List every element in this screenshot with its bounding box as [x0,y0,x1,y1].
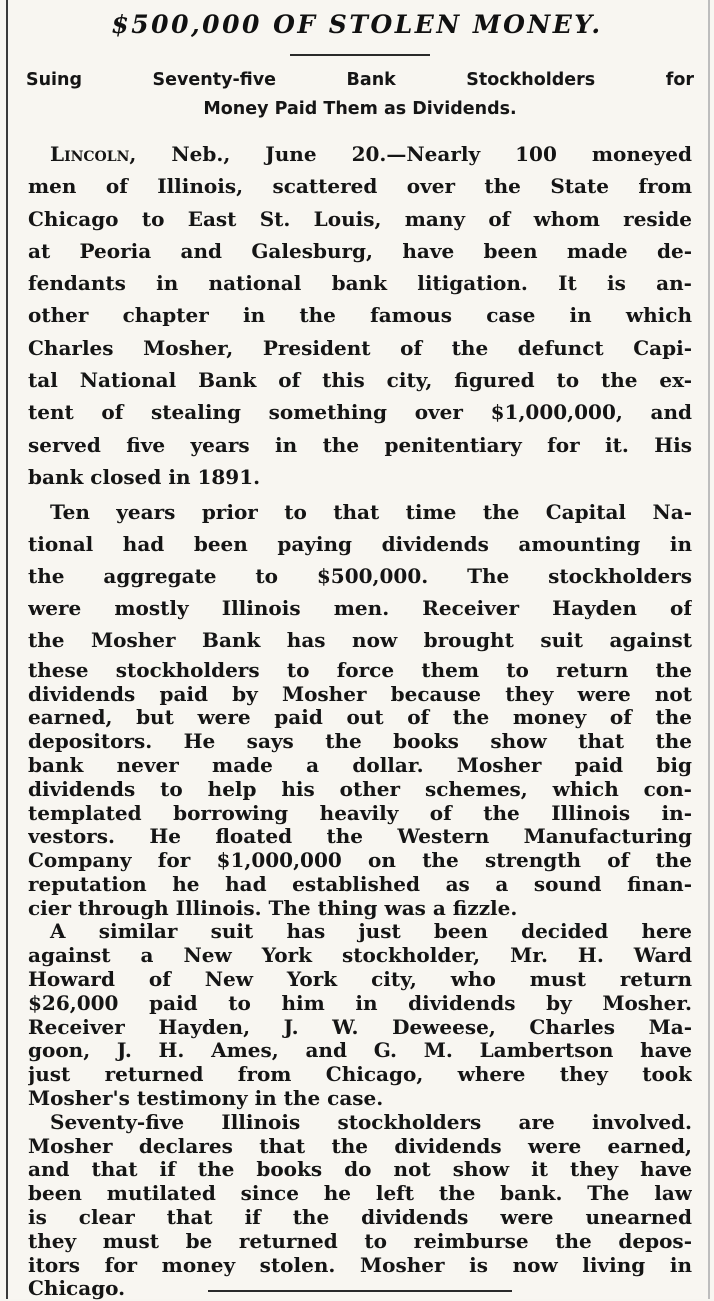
dateline: Lincoln, [50,142,137,166]
clipping-right-edge [708,0,710,1299]
paragraph-line: $26,000 paid to him in dividends by Mosher. [28,991,692,1015]
paragraph-line: the Mosher Bank has now brought suit against [28,627,692,652]
deck-line-1: Suing Seventy-five Bank Stockholders for [26,70,694,90]
paragraph-line: A similar suit has just been decided here [50,920,692,944]
paragraph-line: dividends to help his other schemes, which con- [28,777,692,801]
paragraph-line: just returned from Chicago, where they took [28,1063,692,1087]
paragraph-line: were mostly Illinois men. Receiver Hayden of [28,595,692,620]
paragraph-line: reputation he had established as a sound finan- [28,872,692,896]
paragraph-line: cier through Illinois. The thing was a fizzle. [28,896,518,920]
article-body [28,138,692,1301]
paragraph-line: fendants in national bank litigation. It is an- [28,271,692,296]
paragraph-line: tional had been paying dividends amounting in [28,532,692,557]
deck-line-2: Money Paid Them as Dividends. [203,99,517,119]
paragraph-1 [28,138,692,493]
paragraph-3 [28,659,692,921]
paragraph-line: men of Illinois, scattered over the State from [28,174,692,199]
paragraph-line: the aggregate to $500,000. The stockholders [28,564,692,589]
paragraph-line: these stockholders to force them to return the [28,658,692,682]
paragraph-line: depositors. He says the books show that the [28,730,692,754]
paragraph-line: they must be returned to reimburse the depos- [28,1229,692,1253]
subheadline-deck [26,66,694,124]
paragraph-4 [28,920,692,1110]
paragraph-line: Ten years prior to that time the Capital Na- [50,500,692,525]
headline: $500,000 OF STOLEN MONEY. [111,10,603,39]
article-end-rule [208,1290,512,1292]
headline-divider-rule [290,54,430,56]
paragraph-line: tent of stealing something over $1,000,000, and [28,400,692,425]
paragraph-5 [28,1111,692,1301]
paragraph-line: tal National Bank of this city, figured to the ex- [28,368,692,393]
clipping-left-edge [6,0,8,1299]
paragraph-line: Mosher declares that the dividends were earned, [28,1134,692,1158]
paragraph-line-text: Neb., June 20.—Nearly 100 moneyed [136,142,692,166]
paragraph-line: Seventy-five Illinois stockholders are involved. [50,1110,692,1134]
paragraph-line: Chicago to East St. Louis, many of whom reside [28,206,692,231]
paragraph-line: been mutilated since he left the bank. The law [28,1182,692,1206]
paragraph-line: served five years in the penitentiary for it. His [28,432,692,457]
paragraph-line [28,138,692,170]
paragraph-line: Charles Mosher, President of the defunct Capi- [28,335,692,360]
paragraph-line: is clear that if the dividends were unearned [28,1206,692,1230]
paragraph-line: other chapter in the famous case in which [28,303,692,328]
paragraph-line: bank never made a dollar. Mosher paid big [28,753,692,777]
paragraph-2 [28,497,692,656]
paragraph-line: itors for money stolen. Mosher is now living in [28,1253,692,1277]
paragraph-line: Chicago. [28,1277,126,1301]
paragraph-line: goon, J. H. Ames, and G. M. Lambertson have [28,1039,692,1063]
paragraph-line: and that if the books do not show it they have [28,1158,692,1182]
paragraph-line: vestors. He floated the Western Manufacturing [28,825,692,849]
paragraph-line: Howard of New York city, who must return [28,968,692,992]
paragraph-line: Mosher's testimony in the case. [28,1087,384,1111]
paragraph-line: bank closed in 1891. [28,464,261,489]
paragraph-line: dividends paid by Mosher because they were not [28,682,692,706]
paragraph-line: Receiver Hayden, J. W. Deweese, Charles Ma- [28,1015,692,1039]
paragraph-line: at Peoria and Galesburg, have been made de- [28,238,692,263]
paragraph-line: templated borrowing heavily of the Illinois in- [28,801,692,825]
paragraph-line: earned, but were paid out of the money of the [28,706,692,730]
paragraph-line: against a New York stockholder, Mr. H. Ward [28,944,692,968]
paragraph-line: Company for $1,000,000 on the strength of the [28,849,692,873]
